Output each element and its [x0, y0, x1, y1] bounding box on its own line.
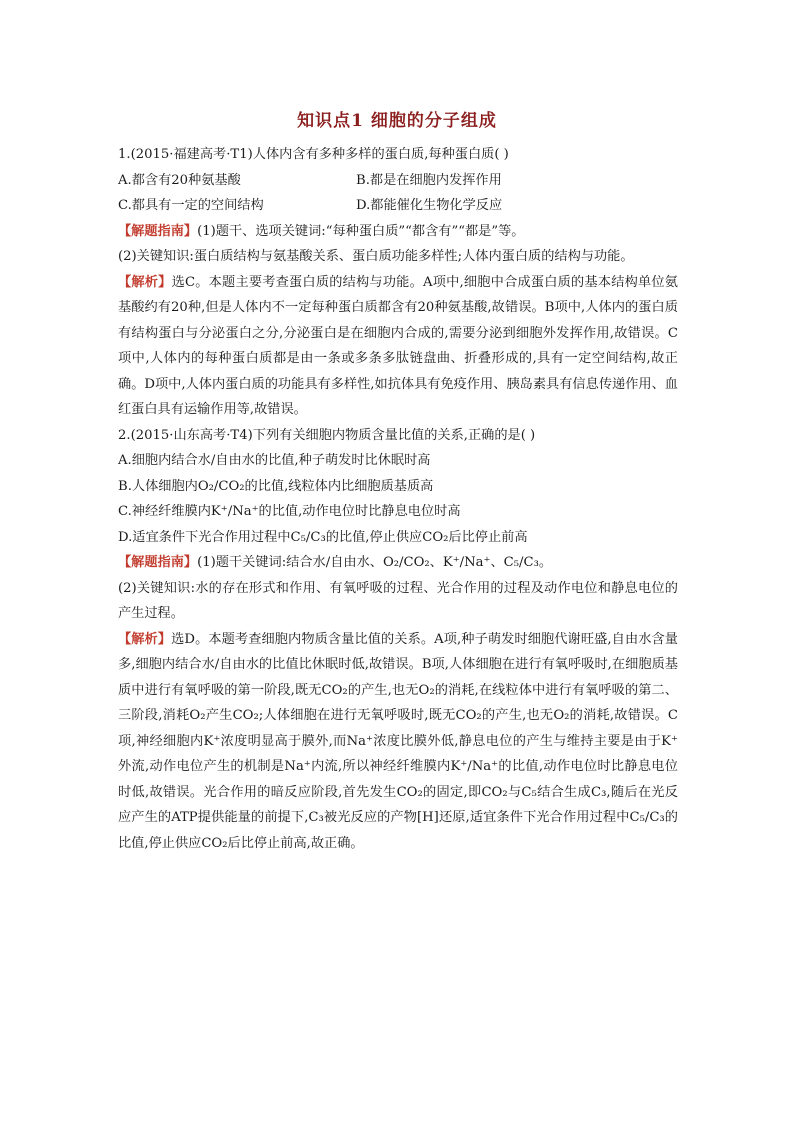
q1-analysis-text: 选C。本题主要考查蛋白质的结构与功能。A项中,细胞中合成蛋白质的基本结构单位氨基酸约有20种,但是人体内不一定每种蛋白质都含有20种氨基酸,故错误。B项中,人体内的蛋白质有结构蛋白与分泌蛋白之分,分泌蛋白是在细胞内合成的,需要分泌到细胞外发挥作用,故错误。C项中,人体内的每种蛋白质都是由一条或多条多肽链盘曲、折叠形成的,具有一定空间结构,故正确。D项中,人体内蛋白质的功能具有多样性,如抗体具有免疫作用、胰岛素具有信息传递作用、血红蛋白具有运输作用等,故错误。: [118, 274, 678, 417]
q1-guide-text-1: (1)题干、选项关键词:“每种蛋白质”“都含有”“都是”等。: [197, 223, 525, 239]
question-2-stem: 2.(2015·山东高考·T4)下列有关细胞内物质含量比值的关系,正确的是( ): [118, 427, 536, 443]
q2-analysis-tag: 【解析】: [118, 631, 172, 647]
page-title: 知识点1 细胞的分子组成: [297, 111, 497, 131]
q2-guide-line-1: [118, 550, 678, 576]
q1-option-d: D.都能催化生物化学反应: [356, 198, 503, 213]
question-1-stem: 1.(2015·福建高考·T1)人体内含有多种多样的蛋白质,每种蛋白质( ): [118, 147, 509, 162]
q2-option-a: A.细胞内结合水/自由水的比值,种子萌发时比休眠时高: [118, 453, 431, 468]
q1-option-a: A.都含有20种氨基酸: [118, 172, 241, 188]
question-1-options-row-1: [118, 168, 678, 194]
q1-guide-line-2: (2)关键知识:蛋白质结构与氨基酸关系、蛋白质功能多样性;人体内蛋白质的结构与功能。: [118, 249, 634, 264]
q1-analysis: [118, 270, 678, 423]
q2-option-b: B.人体细胞内O₂/CO₂的比值,线粒体内比细胞质基质高: [118, 478, 434, 494]
document-body: [118, 142, 678, 856]
q1-guide-tag: 【解题指南】: [118, 223, 198, 239]
q2-option-d: D.适宜条件下光合作用过程中C₅/C₃的比值,停止供应CO₂后比停止前高: [118, 529, 528, 545]
q2-guide-line-2: (2)关键知识:水的存在形式和作用、有氧呼吸的过程、光合作用的过程及动作电位和静息电位的产生过程。: [118, 580, 678, 621]
q2-analysis: [118, 627, 678, 857]
q2-guide-tag: 【解题指南】: [118, 555, 198, 570]
q2-guide-text-1: (1)题干关键词:结合水/自由水、O₂/CO₂、K⁺/Na⁺、C₅/C₃。: [197, 555, 553, 570]
q2-option-c: C.神经纤维膜内K⁺/Na⁺的比值,动作电位时比静息电位时高: [118, 504, 461, 519]
q1-option-c: C.都具有一定的空间结构: [118, 198, 264, 213]
question-1-options-row-2: [118, 193, 678, 219]
q2-analysis-text: 选D。本题考查细胞内物质含量比值的关系。A项,种子萌发时细胞代谢旺盛,自由水含量多,细胞内结合水/自由水的比值比休眠时低,故错误。B项,人体细胞在进行有氧呼吸时,在细胞质基质中进行有氧呼吸的第一阶段,既无CO₂的产生,也无O₂的消耗,在线粒体中进行有氧呼吸的第二、三阶段,消耗O₂产生CO₂;人体细胞在进行无氧呼吸时,既无CO₂的产生,也无O₂的消耗,故错误。C项,神经细胞内K⁺浓度明显高于膜外,而Na⁺浓度比膜外低,静息电位的产生与维持主要是由于K⁺外流,动作电位产生的机制是Na⁺内流,所以神经纤维膜内K⁺/Na⁺的比值,动作电位时比静息电位时低,故错误。光合作用的暗反应阶段,首先发生CO₂的固定,即CO₂与C₅结合生成C₃,随后在光反应产生的ATP提供能量的前提下,C₃被光反应的产物[H]还原,适宜条件下光合作用过程中C₅/C₃的比值,停止供应CO₂后比停止前高,故正确。: [118, 631, 678, 851]
q1-analysis-tag: 【解析】: [118, 274, 172, 290]
q1-option-b: B.都是在细胞内发挥作用: [356, 172, 502, 188]
q1-guide-line-1: [118, 219, 678, 245]
